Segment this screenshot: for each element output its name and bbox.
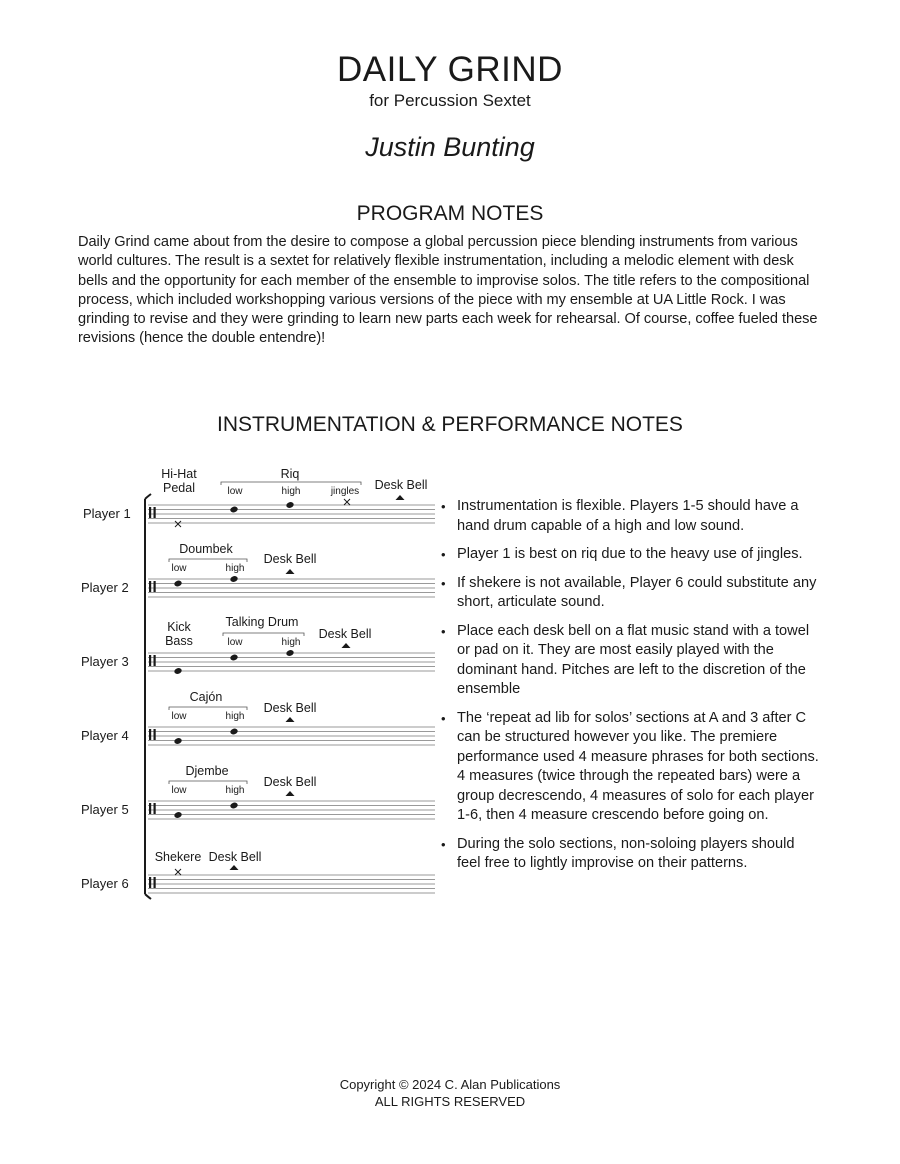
program-notes-body: came about from the desire to compose a global percussion piece blending instruments from various world cultures. The result is a sextet for relatively flexible instrumentation, including a melodic element with desk bells and the opportunity for each member of the ensemble to improvise solos. The title refers to the compositional process, which included workshopping various versions of the piece with my ensemble at UA Little Rock. I was grinding to revise and they were grinding to learn new parts each week for rehearsal. Of course, coffee fueled these revisions (hence the double entendre)! bbox=[78, 234, 818, 347]
piece-title-lead: Daily Grind bbox=[78, 234, 150, 250]
percussion-clef bbox=[149, 655, 156, 666]
instrument-bracket bbox=[169, 559, 247, 562]
player-label: Player 4 bbox=[81, 728, 129, 743]
notehead bbox=[173, 580, 182, 588]
staff-player-5 bbox=[148, 801, 435, 819]
sound-label: low bbox=[227, 486, 243, 497]
note-text: Place each desk bell on a flat music stand with a towel or pad on it. They are most easily played with the dominant hand. Pitches are left to the discretion of the ensemble bbox=[457, 622, 810, 697]
staff-player-4 bbox=[148, 727, 435, 745]
notehead bbox=[173, 667, 182, 675]
staff-player-3 bbox=[148, 653, 435, 671]
triangle-notehead bbox=[286, 569, 295, 574]
sound-label: high bbox=[281, 486, 301, 497]
notehead bbox=[229, 728, 238, 736]
list-item: • Instrumentation is flexible. Players 1-5 should have a hand drum capable of a high and low sound. bbox=[441, 498, 799, 534]
instrument-bracket bbox=[221, 482, 361, 485]
instrument-label: Desk Bell bbox=[208, 850, 262, 864]
notehead bbox=[285, 649, 294, 657]
notehead bbox=[173, 737, 182, 745]
notehead bbox=[229, 802, 238, 810]
staff-player-6 bbox=[148, 875, 435, 893]
instrument-label: Djembe bbox=[185, 764, 229, 778]
program-notes-heading: PROGRAM NOTES bbox=[356, 202, 544, 225]
percussion-clef bbox=[149, 877, 156, 888]
x-notehead bbox=[175, 521, 181, 527]
notehead bbox=[285, 501, 294, 509]
instrument-bracket bbox=[169, 781, 247, 784]
sound-label: low bbox=[227, 637, 243, 648]
instrument-bracket bbox=[223, 633, 304, 636]
instrument-label: Doumbek bbox=[179, 542, 233, 556]
instrument-label: Desk Bell bbox=[263, 775, 317, 789]
triangle-notehead bbox=[230, 865, 239, 870]
percussion-clef bbox=[149, 729, 156, 740]
list-item: • Place each desk bell on a flat music stand with a towel or pad on it. They are most easily played with the dominant hand. Pitches are left to the discretion of the ensemble bbox=[441, 622, 810, 697]
instrument-label: Desk Bell bbox=[374, 478, 428, 492]
sound-label: low bbox=[171, 711, 187, 722]
list-item: • The ‘repeat ad lib for solos’ sections at A and 3 after C can be structured however you like. The premiere performance used 4 measure phrases for both sections. 4 measures (twice through the repeated bars) were a group decrescendo, 4 measures of solo for each player 1-6, then 4 measure crescendo before going on. bbox=[441, 709, 819, 823]
x-notehead bbox=[175, 869, 181, 875]
player-label: Player 2 bbox=[81, 580, 129, 595]
program-notes-text bbox=[78, 233, 826, 349]
sound-label: low bbox=[171, 785, 187, 796]
staff-player-1 bbox=[148, 505, 435, 523]
list-item: • Player 1 is best on riq due to the heavy use of jingles. bbox=[441, 546, 803, 562]
player-label: Player 6 bbox=[81, 876, 129, 891]
note-text: Player 1 is best on riq due to the heavy use of jingles. bbox=[457, 546, 803, 562]
note-text: The ‘repeat ad lib for solos’ sections at A and 3 after C can be structured however you like. The premiere performance used 4 measure phrases for both sections. 4 measures (twice through the repeated bars) were a group decrescendo, 4 measures of solo for each player 1-6, then 4 measure crescendo before going on. bbox=[457, 709, 819, 823]
rights-line: ALL RIGHTS RESERVED bbox=[374, 1094, 526, 1109]
notehead bbox=[229, 654, 238, 662]
list-item: • During the solo sections, non-soloing players should feel free to lightly improvise on their patterns. bbox=[441, 835, 795, 871]
instrument-label: Bass bbox=[165, 634, 193, 648]
instrument-bracket bbox=[169, 707, 247, 710]
instrument-label: Desk Bell bbox=[263, 552, 317, 566]
copyright-footer bbox=[0, 1076, 900, 1110]
notehead bbox=[229, 575, 238, 583]
sound-label: high bbox=[225, 711, 245, 722]
note-text: If shekere is not available, Player 6 could substitute any short, articulate sound. bbox=[457, 574, 817, 610]
list-item: • If shekere is not available, Player 6 could substitute any short, articulate sound. bbox=[441, 574, 817, 610]
page-title: DAILY GRIND bbox=[337, 50, 563, 89]
player-label: Player 5 bbox=[81, 802, 129, 817]
sound-label: jingles bbox=[330, 486, 360, 497]
composer-name: Justin Bunting bbox=[365, 132, 535, 162]
instrumentation-heading: INSTRUMENTATION & PERFORMANCE NOTES bbox=[217, 413, 683, 436]
instrument-label: Riq bbox=[280, 467, 300, 481]
performance-notes-list bbox=[440, 497, 820, 883]
percussion-clef bbox=[149, 507, 156, 518]
instrument-label: Kick bbox=[167, 620, 191, 634]
instrument-label: Talking Drum bbox=[225, 615, 299, 629]
staff-player-2 bbox=[148, 579, 435, 597]
instrument-label: Desk Bell bbox=[263, 701, 317, 715]
triangle-notehead bbox=[342, 643, 351, 648]
triangle-notehead bbox=[286, 717, 295, 722]
copyright-line: Copyright © 2024 C. Alan Publications bbox=[339, 1077, 561, 1092]
instrument-label: Pedal bbox=[163, 481, 195, 495]
sound-label: high bbox=[225, 563, 245, 574]
instrument-label: Cajón bbox=[189, 690, 223, 704]
percussion-clef bbox=[149, 803, 156, 814]
system-bracket bbox=[145, 494, 151, 899]
sound-label: high bbox=[225, 785, 245, 796]
percussion-clef bbox=[149, 581, 156, 592]
sound-label: low bbox=[171, 563, 187, 574]
notehead bbox=[173, 811, 182, 819]
page-subtitle: for Percussion Sextet bbox=[369, 91, 531, 110]
instrument-label: Desk Bell bbox=[318, 627, 372, 641]
note-text: Instrumentation is flexible. Players 1-5 should have a hand drum capable of a high and low sound. bbox=[457, 498, 799, 534]
instrumentation-score bbox=[78, 458, 438, 903]
notehead bbox=[229, 506, 238, 514]
player-label: Player 1 bbox=[83, 506, 131, 521]
x-notehead bbox=[344, 499, 350, 505]
triangle-notehead bbox=[396, 495, 405, 500]
player-label: Player 3 bbox=[81, 654, 129, 669]
note-text: During the solo sections, non-soloing players should feel free to lightly improvise on their patterns. bbox=[457, 835, 795, 871]
triangle-notehead bbox=[286, 791, 295, 796]
sound-label: high bbox=[281, 637, 301, 648]
instrument-label: Hi-Hat bbox=[161, 467, 197, 481]
instrument-label: Shekere bbox=[154, 850, 202, 864]
